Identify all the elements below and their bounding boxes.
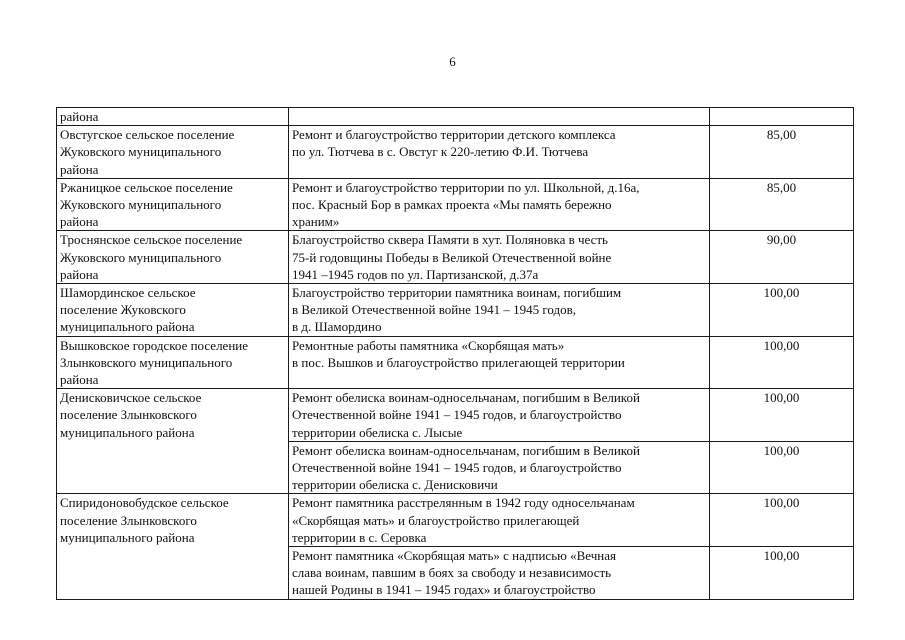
- work-description-line: территории в с. Серовка: [292, 529, 427, 545]
- settlement-line: Вышковское городское поселение: [60, 337, 249, 353]
- work-description-line: Ремонт памятника «Скорбящая мать» с надписью «Вечная: [292, 548, 616, 564]
- work-description-cell: [289, 231, 710, 284]
- work-description-line: территории обелиска с. Лысые: [292, 424, 463, 440]
- work-description-cell: [289, 494, 710, 547]
- amount-cell: 100,00: [710, 336, 854, 389]
- settlement-line: поселение Жуковского: [60, 302, 186, 318]
- work-description-line: Ремонт обелиска воинам-односельчанам, погибшим в Великой: [292, 390, 640, 406]
- work-description-line: территории обелиска с. Денисковичи: [292, 477, 498, 493]
- work-description-cell: [289, 441, 710, 494]
- work-description-line: по ул. Тютчева в с. Овстуг к 220-летию Ф.И. Тютчева: [292, 144, 589, 160]
- work-description-line: Ремонт и благоустройство территории детского комплекса: [292, 127, 616, 143]
- table-row: [57, 126, 854, 179]
- table-row: [57, 336, 854, 389]
- settlement-line: Жуковского муниципального: [60, 144, 222, 160]
- work-description-line: Ремонт памятника расстрелянным в 1942 году односельчанам: [292, 495, 635, 511]
- settlement-line: Троснянское сельское поселение: [60, 232, 243, 248]
- work-description-line: нашей Родины в 1941 – 1945 годах» и благоустройство: [292, 582, 596, 598]
- table-row: [57, 231, 854, 284]
- settlement-line: района: [60, 109, 99, 124]
- settlement-line: района: [60, 214, 99, 230]
- table-row: [57, 389, 854, 442]
- settlement-cell: [57, 284, 289, 337]
- table-row: [57, 284, 854, 337]
- work-description-line: в д. Шамордино: [292, 319, 382, 335]
- work-description-line: Благоустройство сквера Памяти в хут. Поляновка в честь: [292, 232, 608, 248]
- settlement-cell: [57, 126, 289, 179]
- work-description-line: 75-й годовщины Победы в Великой Отечественной войне: [292, 249, 612, 265]
- settlement-line: Злынковского муниципального: [60, 354, 233, 370]
- work-description-cell: [289, 284, 710, 337]
- settlement-line: Овстугское сельское поселение: [60, 127, 235, 143]
- settlement-cell: [57, 494, 289, 599]
- settlement-line: поселение Злынковского: [60, 512, 197, 528]
- amount-cell: 100,00: [710, 441, 854, 494]
- amount-cell: [710, 108, 854, 126]
- funding-table: [56, 107, 854, 600]
- amount-cell: 85,00: [710, 178, 854, 231]
- work-description-cell: [289, 389, 710, 442]
- amount-cell: 100,00: [710, 494, 854, 547]
- work-description-line: в Великой Отечественной войне 1941 – 1945 годов,: [292, 302, 577, 318]
- settlement-line: поселение Злынковского: [60, 407, 197, 423]
- work-description-line: Благоустройство территории памятника воинам, погибшим: [292, 285, 622, 301]
- settlement-line: муниципального района: [60, 319, 195, 335]
- work-description-line: слава воинам, павшим в боях за свободу и независимость: [292, 565, 612, 581]
- settlement-cell: [57, 336, 289, 389]
- settlement-line: Денисковичское сельское: [60, 390, 202, 406]
- settlement-cell: [57, 178, 289, 231]
- table-body: [57, 108, 854, 600]
- work-description-cell: [289, 108, 710, 126]
- amount-cell: 100,00: [710, 389, 854, 442]
- table-row: [57, 494, 854, 547]
- work-description-line: «Скорбящая мать» и благоустройство прилегающей: [292, 512, 580, 528]
- work-description-line: Отечественной войне 1941 – 1945 годов, и благоустройство: [292, 460, 622, 476]
- work-description-line: Ремонтные работы памятника «Скорбящая мать»: [292, 337, 565, 353]
- settlement-cell: [57, 389, 289, 494]
- work-description-line: пос. Красный Бор в рамках проекта «Мы память бережно: [292, 197, 612, 213]
- amount-cell: 100,00: [710, 284, 854, 337]
- amount-cell: 85,00: [710, 126, 854, 179]
- work-description-line: Отечественной войне 1941 – 1945 годов, и благоустройство: [292, 407, 622, 423]
- settlement-line: Жуковского муниципального: [60, 249, 222, 265]
- work-description-line: храним»: [292, 214, 340, 230]
- settlement-line: района: [60, 161, 99, 177]
- settlement-line: Шамординское сельское: [60, 285, 196, 301]
- work-description-line: Ремонт обелиска воинам-односельчанам, погибшим в Великой: [292, 442, 640, 458]
- work-description-line: в пос. Вышков и благоустройство прилегающей территории: [292, 354, 625, 370]
- settlement-line: района: [60, 372, 99, 388]
- work-description-cell: [289, 336, 710, 389]
- settlement-line: Ржаницкое сельское поселение: [60, 179, 233, 195]
- settlement-cell: [57, 108, 289, 126]
- amount-cell: 100,00: [710, 547, 854, 600]
- settlement-line: района: [60, 266, 99, 282]
- amount-cell: 90,00: [710, 231, 854, 284]
- settlement-line: Жуковского муниципального: [60, 197, 222, 213]
- work-description-line: 1941 –1945 годов по ул. Партизанской, д.37а: [292, 266, 539, 282]
- table-row: [57, 108, 854, 126]
- work-description-cell: [289, 547, 710, 600]
- settlement-cell: [57, 231, 289, 284]
- settlement-line: муниципального района: [60, 424, 195, 440]
- work-description-cell: [289, 178, 710, 231]
- table-row: [57, 178, 854, 231]
- settlement-line: Спиридоновобудское сельское: [60, 495, 229, 511]
- page-number: 6: [449, 54, 456, 69]
- work-description-line: Ремонт и благоустройство территории по ул. Школьной, д.16а,: [292, 179, 640, 195]
- settlement-line: муниципального района: [60, 529, 195, 545]
- work-description-cell: [289, 126, 710, 179]
